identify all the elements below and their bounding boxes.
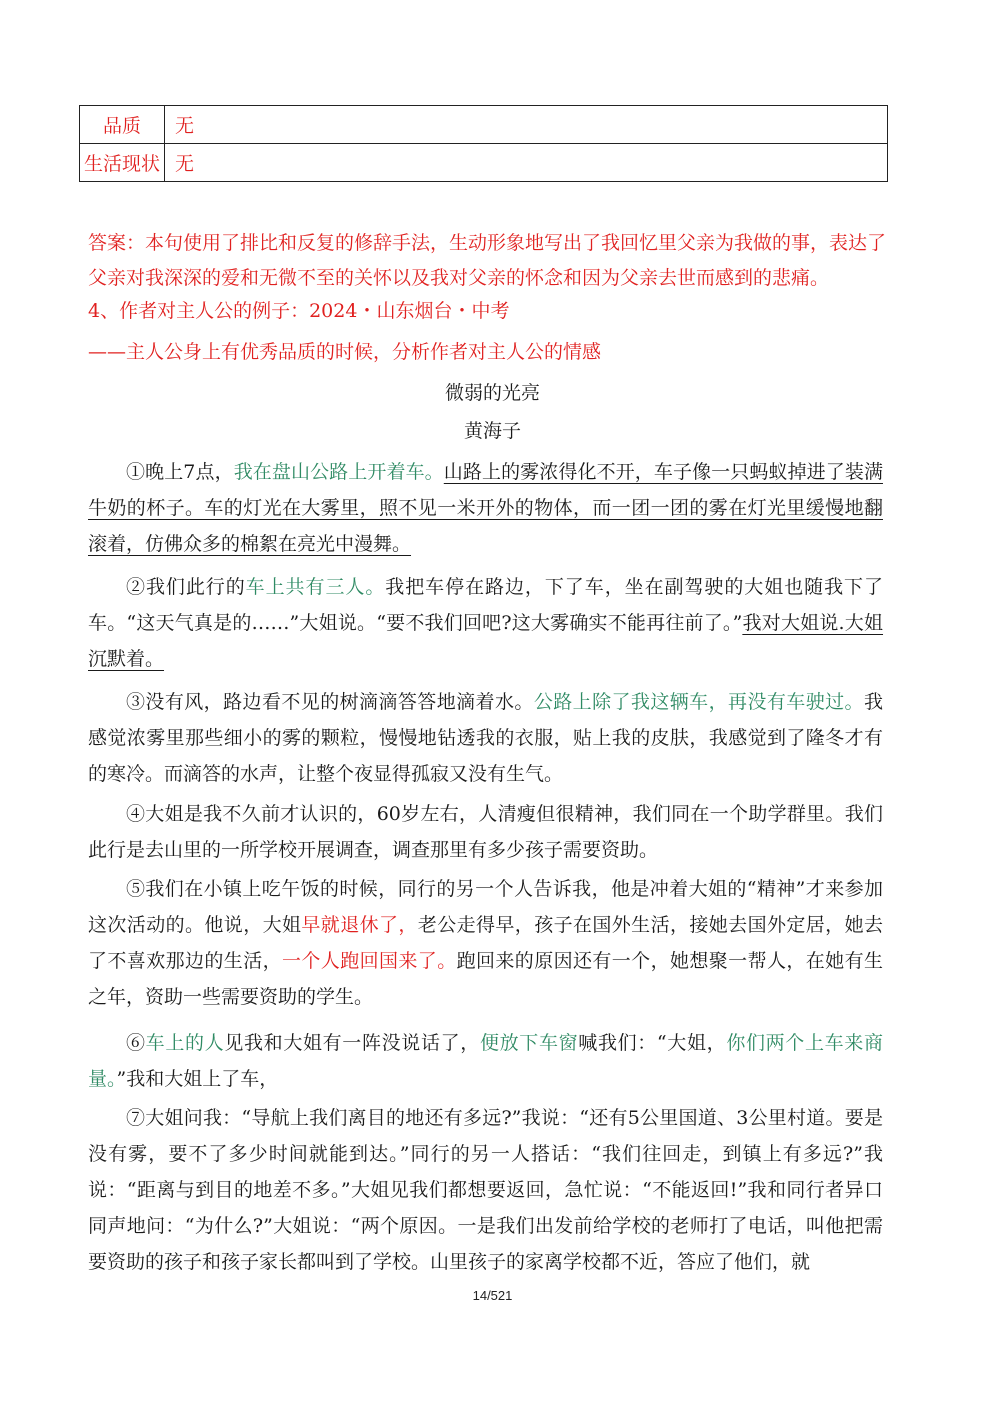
paragraph-5-e: 跑回来的原因还有一个，她想聚一帮人，在她有生之年，资助一些需要资助的学生。: [88, 950, 883, 1008]
paragraph-6-a: ⑥: [126, 1032, 146, 1054]
answer-text: 答案：本句使用了排比和反复的修辞手法，生动形象地写出了我回忆里父亲为我做的事，表达了父亲对我深深的爱和无微不至的关怀以及我对父亲的怀念和因为父亲去世而感到的悲痛。: [88, 232, 887, 289]
paragraph-5-b: 早就退休了，: [301, 914, 418, 936]
table-row: [80, 106, 888, 144]
paragraph-5: [88, 871, 883, 1015]
article-author: 黄海子: [463, 420, 521, 442]
paragraph-6-g: ”我和大姐上了车，: [116, 1068, 279, 1090]
paragraph-5-d: 一个人跑回国来了。: [282, 950, 457, 972]
table-row: [80, 144, 888, 182]
paragraph-1-a: ①晚上7点，: [126, 461, 234, 483]
paragraph-2-c: 我把车停在路边，下了车，坐在副驾驶的大姐也随我下了车。“这天气真是的……”大姐说。“要不我们回吧?这大雾确实不能再往前了。”: [88, 576, 883, 634]
table-value-cell: 无: [165, 106, 888, 144]
paragraph-3-a: ③没有风，路边看不见的树滴滴答答地滴着水。: [126, 691, 534, 713]
table-label-cell: 品质: [80, 106, 165, 144]
paragraph-6-f: 你们两个上车来商量。: [88, 1032, 883, 1090]
paragraph-6-b: 车上的人: [145, 1032, 225, 1054]
paragraph-2-d: 我对大姐说.大姐沉默着。: [88, 612, 884, 670]
paragraph-4: ④大姐是我不久前才认识的，60岁左右，人清瘦但很精神，我们同在一个助学群里。我们此行是去山里的一所学校开展调查，调查那里有多少孩子需要资助。: [88, 803, 883, 861]
paragraph-5-c: 老公走得早，孩子在国外生活，接她去国外定居，她去了不喜欢那边的生活，: [88, 914, 883, 972]
paragraph-7: ⑦大姐问我：“导航上我们离目的地还有多远?”我说：“还有5公里国道、3公里村道。要是没有雾，要不了多少时间就能到达。”同行的另一人搭话：“我们往回走，到镇上有多远?”我说：“距离与到目的地差不多。”大姐见我们都想要返回，急忙说：“不能返回!”我和同行者异口同声地问：“为什么?”大姐说：“两个原因。一是我们出发前给学校的老师打了电话，叫他把需要资助的孩子和孩子家长都叫到了学校。山里孩子的家离学校都不近，答应了他们，就: [88, 1107, 883, 1273]
page-number: 14/521: [472, 1288, 513, 1303]
paragraph-3-c: 我感觉浓雾里那些细小的雾的颗粒，慢慢地钻透我的衣服，贴上我的皮肤，我感觉到了隆冬才有的寒冷。而滴答的水声，让整个夜显得孤寂又没有生气。: [88, 691, 883, 785]
table-value-cell: 无: [165, 144, 888, 182]
paragraph-6-e: 喊我们：“大姐，: [578, 1032, 727, 1054]
paragraph-6: [88, 1025, 883, 1097]
paragraph-3: [88, 684, 883, 792]
paragraph-2-b: 车上共有三人。: [245, 576, 386, 598]
section-subheading: ——主人公身上有优秀品质的时候，分析作者对主人公的情感: [88, 341, 602, 363]
paragraph-2: [88, 569, 883, 677]
traits-table: [79, 105, 888, 182]
section-heading: 4、作者对主人公的例子：2024・山东烟台・中考: [88, 300, 510, 322]
article-title: 微弱的光亮: [444, 382, 540, 404]
paragraph-6-d: 便放下车窗: [479, 1032, 579, 1054]
paragraph-1-b: 我在盘山公路上开着车。: [233, 461, 444, 483]
table-label-cell: 生活现状: [80, 144, 165, 182]
paragraph-2-a: ②我们此行的: [126, 576, 246, 598]
paragraph-5-a: ⑤我们在小镇上吃午饭的时候，同行的另一个人告诉我，他是冲着大姐的“精神”才来参加这次活动的。他说，大姐: [88, 878, 883, 936]
paragraph-1-c: 山路上的雾浓得化不开，车子像一只蚂蚁掉进了装满牛奶的杯子。车的灯光在大雾里，照不见一米开外的物体，而一团一团的雾在灯光里缓慢地翻滚着，仿佛众多的棉絮在亮光中漫舞。: [88, 461, 883, 555]
paragraph-3-b: 公路上除了我这辆车，再没有车驶过。: [533, 691, 864, 713]
paragraph-1: [88, 454, 883, 562]
paragraph-6-c: 见我和大姐有一阵没说话了，: [224, 1032, 480, 1054]
